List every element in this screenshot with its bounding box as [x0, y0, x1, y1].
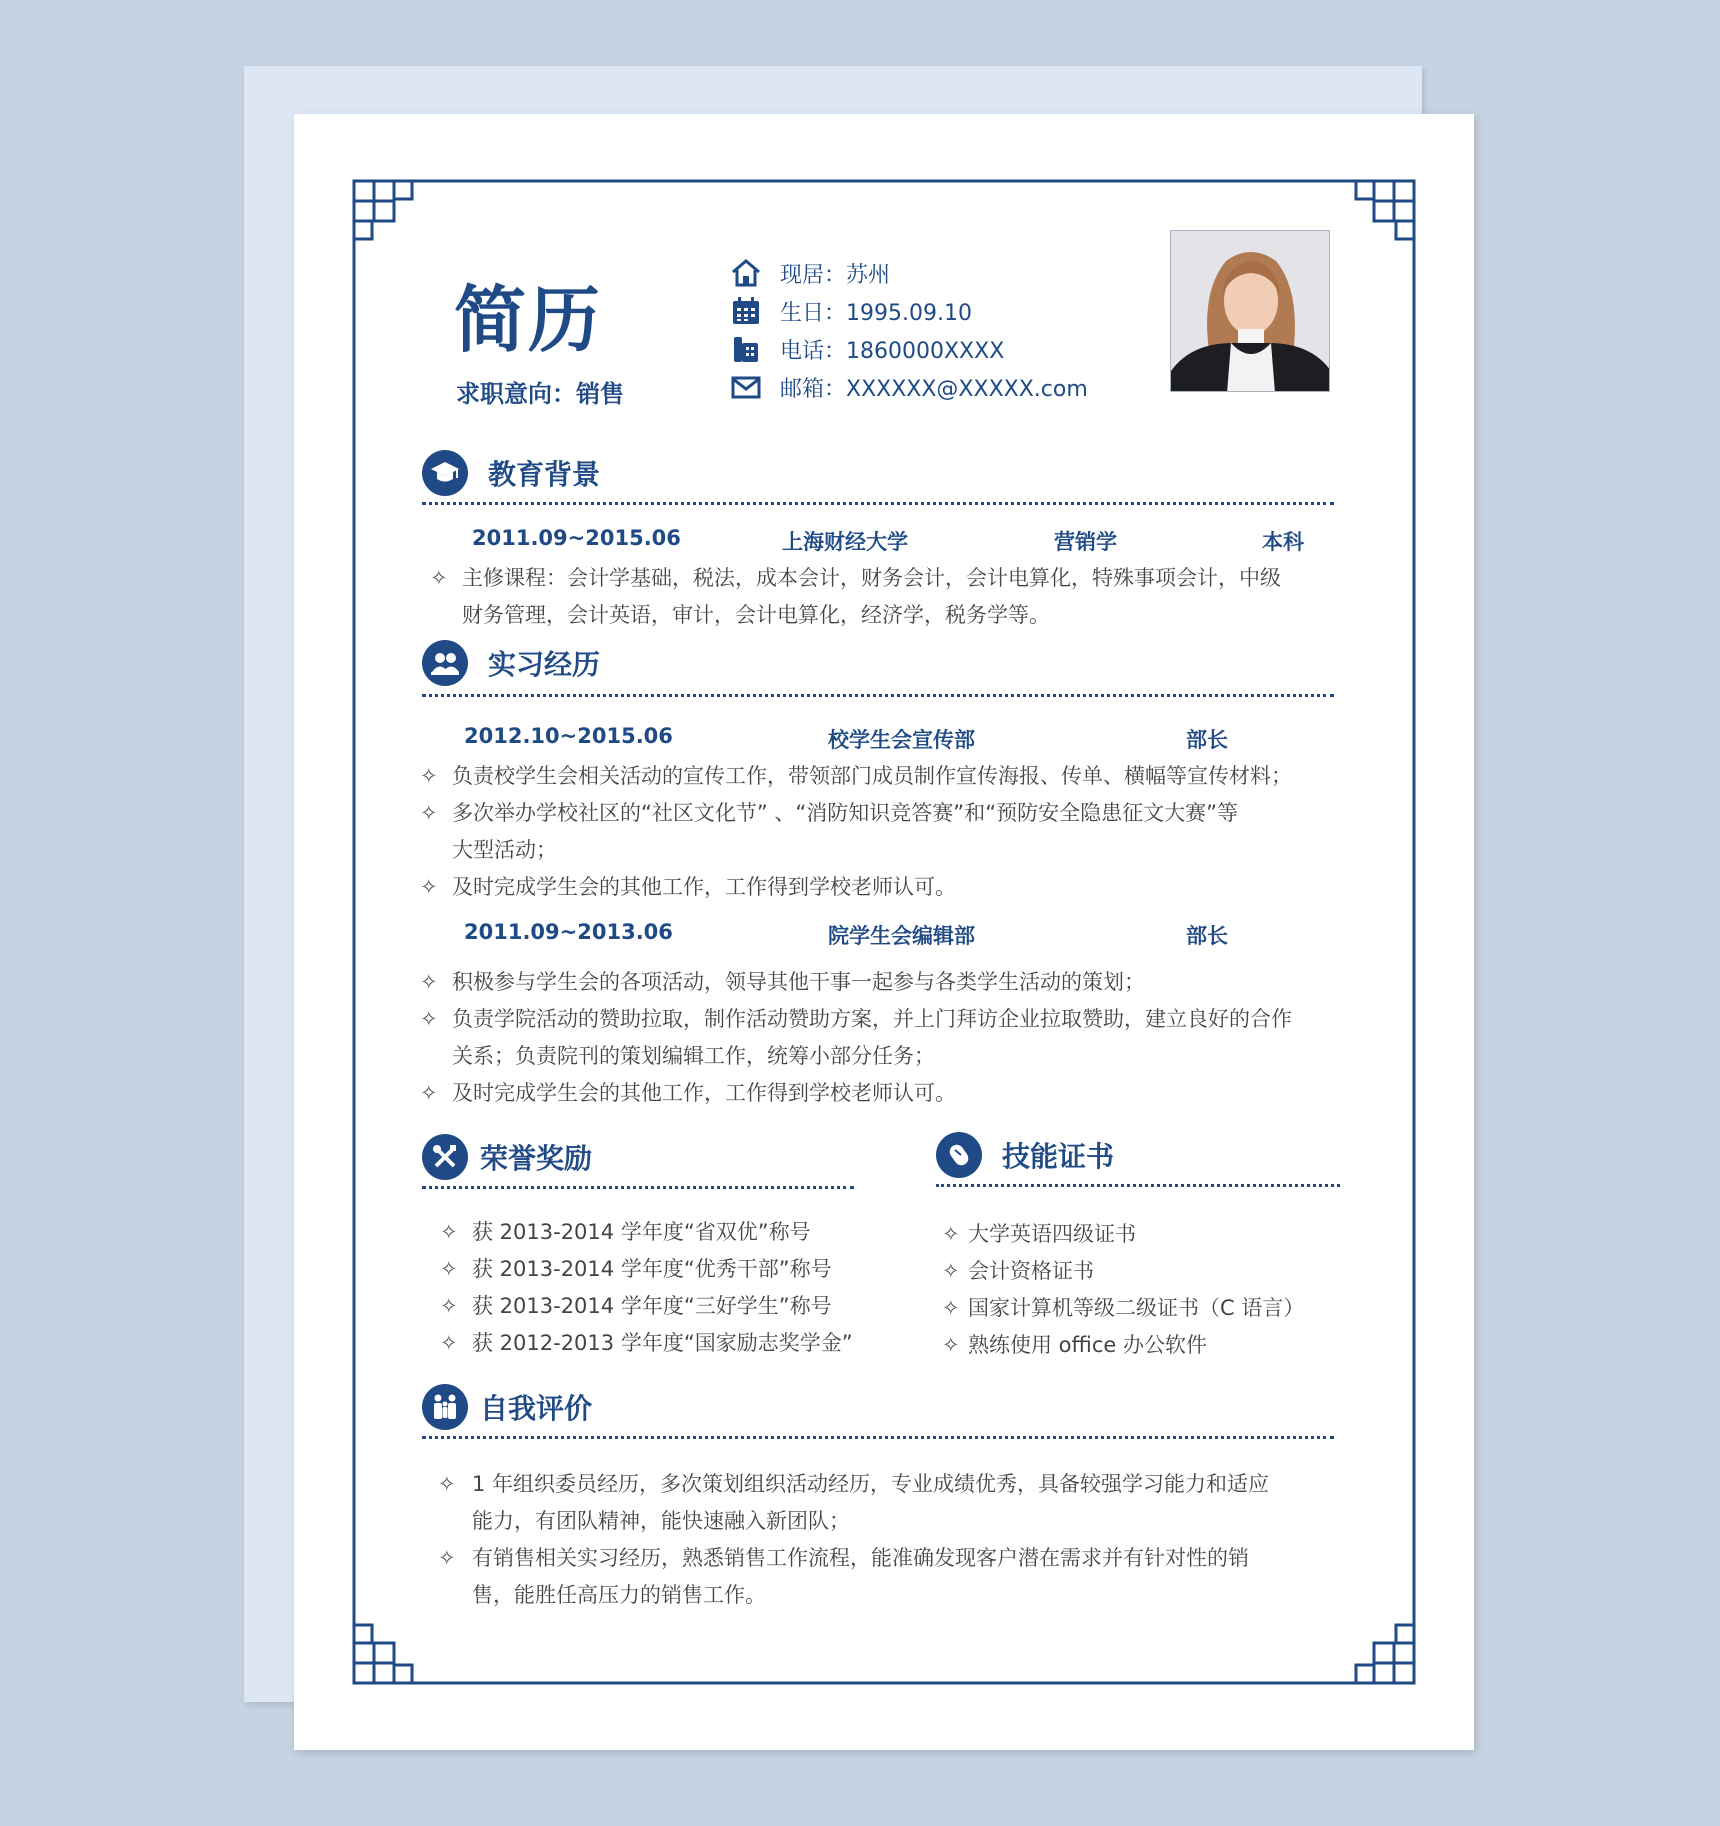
- divider: [936, 1184, 1340, 1187]
- team-meeting-icon: [422, 640, 468, 686]
- list-item: ✧ 会计资格证书: [942, 1259, 1094, 1283]
- intern-2-org: 院学生会编辑部: [828, 924, 975, 948]
- profile-photo: [1170, 230, 1330, 392]
- contact-location-text: 现居：苏州: [780, 262, 891, 288]
- skills-list: [942, 1216, 1362, 1364]
- divider: [422, 1186, 854, 1189]
- intern-2-bullets: ✧ 积极参与学生会的各项活动，领导其他干事一起参与各类学生活动的策划； ✧ 负责学院活动的赞助拉取，制作活动赞助方案，并上门拜访企业拉取赞助，建立良好的合作 关系；负责院刊的策划编辑工作，统筹小部分任务； ✧ 及时完成学生会的其他工作，工作得到学校老师认可。: [420, 970, 1292, 1105]
- list-item: ✧ 获 2013-2014 学年度“优秀干部”称号: [440, 1257, 832, 1281]
- mouse-icon: [936, 1132, 982, 1178]
- family-icon: [422, 1384, 468, 1430]
- section-internship-title: 实习经历: [488, 648, 601, 681]
- resume-page: [294, 114, 1474, 1750]
- contact-phone: [730, 332, 1004, 366]
- section-honors-header: [422, 1134, 592, 1180]
- edu-major: 营销学: [1054, 530, 1117, 554]
- self-evaluation: ✧ 1 年组织委员经历，多次策划组织活动经历，专业成绩优秀，具备较强学习能力和适应 能力，有团队精神，能快速融入新团队； ✧ 有销售相关实习经历，熟悉销售工作流程，能准确发现客户潜在需求并有针对性的销 售，能胜任高压力的销售工作。: [438, 1472, 1270, 1607]
- intern-1-org: 校学生会宣传部: [828, 728, 975, 752]
- contact-birthday-text: 生日：1995.09.10: [780, 300, 972, 326]
- list-item: ✧ 获 2013-2014 学年度“三好学生”称号: [440, 1294, 832, 1318]
- section-skills-header: [936, 1132, 1114, 1178]
- bullet-star-icon: ✧: [430, 566, 448, 590]
- edu-date: 2011.09~2015.06: [472, 526, 681, 550]
- intern-1-date: 2012.10~2015.06: [464, 724, 673, 748]
- contact-email-text: 邮箱：XXXXXX@XXXXX.com: [780, 376, 1088, 402]
- section-internship-header: [422, 640, 600, 686]
- section-skills-title: 技能证书: [1002, 1140, 1115, 1173]
- divider: [422, 1436, 1334, 1439]
- section-self-header: [422, 1384, 592, 1430]
- section-self-title: 自我评价: [480, 1392, 593, 1425]
- tools-icon: [422, 1134, 468, 1180]
- divider: [422, 502, 1334, 505]
- list-item: ✧ 熟练使用 office 办公软件: [942, 1333, 1207, 1357]
- graduation-cap-icon: [422, 450, 468, 496]
- edu-school: 上海财经大学: [782, 530, 908, 554]
- section-education-header: [422, 450, 600, 496]
- mail-icon: [730, 371, 762, 403]
- edu-courses: ✧ 主修课程：会计学基础，税法，成本会计，财务会计，会计电算化，特殊事项会计，中级 财务管理，会计英语，审计，会计电算化，经济学，税务学等。: [430, 560, 1330, 634]
- contact-birthday: [730, 294, 972, 328]
- section-education-title: 教育背景: [488, 458, 601, 491]
- contact-location: [730, 256, 890, 290]
- intern-1-bullets: ✧ 负责校学生会相关活动的宣传工作，带领部门成员制作宣传海报、传单、横幅等宣传材料； ✧ 多次举办学校社区的“社区文化节” 、“消防知识竞答赛”和“预防安全隐患征文大赛”等 大型活动； ✧ 及时完成学生会的其他工作，工作得到学校老师认可。: [420, 764, 1292, 899]
- home-icon: [730, 257, 762, 289]
- intern-1-role: 部长: [1186, 728, 1228, 752]
- list-item: ✧ 大学英语四级证书: [942, 1222, 1136, 1246]
- contact-phone-text: 电话：1860000XXXX: [780, 338, 1005, 364]
- honors-list: [440, 1214, 880, 1362]
- list-item: ✧ 获 2013-2014 学年度“省双优”称号: [440, 1220, 811, 1244]
- calendar-icon: [730, 295, 762, 327]
- divider: [422, 694, 1334, 697]
- page-title: 简历: [454, 278, 603, 362]
- job-intent: 求职意向：销售: [456, 380, 624, 408]
- phone-icon: [730, 333, 762, 365]
- contact-email: [730, 370, 1088, 404]
- intern-2-role: 部长: [1186, 924, 1228, 948]
- section-honors-title: 荣誉奖励: [480, 1142, 593, 1175]
- edu-degree: 本科: [1262, 530, 1304, 554]
- intern-2-date: 2011.09~2013.06: [464, 920, 673, 944]
- list-item: ✧ 获 2012-2013 学年度“国家励志奖学金”: [440, 1331, 853, 1355]
- list-item: ✧ 国家计算机等级二级证书（C 语言）: [942, 1296, 1305, 1320]
